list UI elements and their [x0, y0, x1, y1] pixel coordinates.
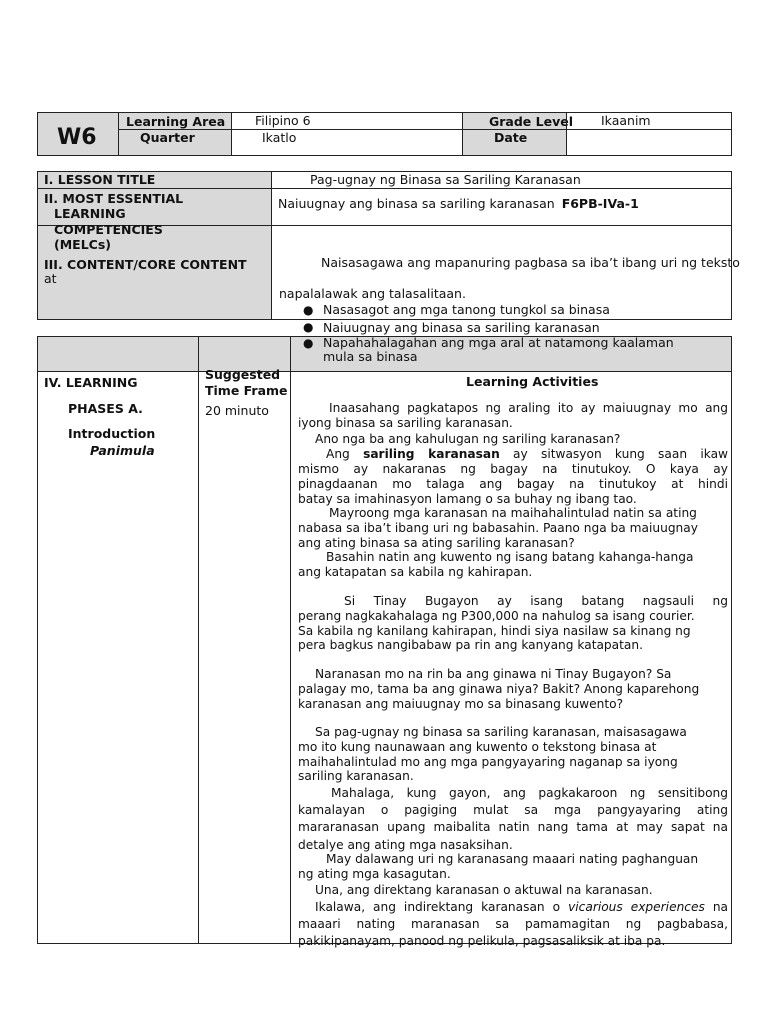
- content-bullet-2: Naiuugnay ang binasa sa sariling karanasan: [323, 320, 600, 335]
- content-bullet-1: Nasasagot ang mga tanong tungkol sa binasa: [323, 302, 610, 317]
- bullet-dot-2: ●: [303, 320, 314, 334]
- activity-line-23: sariling karanasan.: [298, 769, 414, 783]
- activity-line-1: [298, 401, 728, 416]
- phases-label-line4: Panimula: [90, 443, 155, 458]
- phases-label-line1: IV. LEARNING: [44, 375, 138, 390]
- activity-line-22: maihahalintulad mo ang mga pangyayaring naganap sa iyong: [298, 755, 678, 769]
- activity-line-8: Mayroong mga karanasan na maihahalintulad natin sa ating: [329, 506, 697, 520]
- activity-line-17: Naranasan mo na rin ba ang ginawa ni Tinay Bugayon? Sa: [315, 667, 672, 681]
- activity-line-32: maaari nating maranasan sa pamamagitan ng pagbabasa,: [298, 917, 728, 931]
- content-label: III. CONTENT/CORE CONTENT: [44, 257, 247, 272]
- activity-line-26: mararanasan upang maibalita natin nang tama at may sapat na: [298, 820, 728, 834]
- activity-line-25: kamalayan o pagiging mulat sa mga pangyayaring ating: [298, 803, 728, 817]
- timeframe-header-line1: Suggested: [205, 367, 281, 382]
- melc-label-line1: II. MOST ESSENTIAL: [44, 191, 184, 206]
- lesson-title-value: Pag-ugnay ng Binasa sa Sariling Karanasan: [310, 172, 581, 187]
- activity-line-2: iyong binasa sa sariling karanasan.: [298, 416, 513, 430]
- activity-line-20: Sa pag-ugnay ng binasa sa sariling karanasan, maisasagawa: [315, 725, 687, 739]
- activity-line-29: ng ating mga kasagutan.: [298, 867, 451, 881]
- content-bullet-3-cont: mula sa binasa: [323, 349, 418, 364]
- activity-line-21: mo ito kung naunawaan ang kuwento o tekstong binasa at: [298, 740, 657, 754]
- phases-body-mid: [198, 371, 291, 944]
- activity-text-1: Inaasahang pagkatapos ng araling ito ay maiuugnay mo ang: [329, 401, 728, 415]
- p3-bold: sariling karanasan: [363, 447, 500, 461]
- activity-line-15: Sa kabila ng kanilang kahirapan, hindi siya nasilaw sa kinang ng: [298, 624, 691, 638]
- activity-line-14: perang nagkakahalaga ng P300,000 na nahulog sa isang courier.: [298, 609, 695, 623]
- timeframe-value: 20 minuto: [205, 403, 269, 418]
- activity-line-13: Si Tinay Bugayon ay isang batang nagsauli ng: [344, 594, 728, 608]
- p12-post: na: [712, 900, 729, 914]
- date-value-cell: [566, 129, 732, 156]
- phases-label-line3: Introduction: [68, 426, 156, 441]
- activity-line-3: Ano nga ba ang kahulugan ng sariling karanasan?: [315, 432, 621, 446]
- grade-level-value: Ikaanim: [601, 113, 651, 128]
- activities-header: Learning Activities: [466, 374, 599, 389]
- activity-line-12: ang katapatan sa kabila ng kahirapan.: [298, 565, 533, 579]
- quarter-value: Ikatlo: [262, 130, 297, 145]
- activity-line-4: [298, 447, 728, 462]
- activity-line-5: mismo ay nakaranas ng bagay na tinutukoy. O kaya ay: [298, 462, 728, 476]
- learning-area-label: Learning Area: [126, 114, 226, 129]
- phases-header-left: [37, 336, 199, 372]
- activity-line-33: pakikipanayam, panood ng pelikula, pagsasaliksik at iba pa.: [298, 934, 666, 948]
- bullet-dot-3: ●: [303, 336, 314, 350]
- melc-value: [278, 197, 639, 211]
- content-line1: Naisasagawa ang mapanuring pagbasa sa iba’t ibang uri ng teksto: [321, 255, 740, 270]
- week-label: W6: [57, 125, 97, 150]
- activity-line-16: pera bagkus nangibabaw pa rin ang kanyang katapatan.: [298, 638, 643, 652]
- content-bullet-3: Napahahalagahan ang mga aral at natamong kaalaman: [323, 335, 674, 350]
- activity-line-30: Una, ang direktang karanasan o aktuwal na karanasan.: [315, 883, 653, 897]
- activity-line-11: Basahin natin ang kuwento ng isang batang kahanga-hanga: [326, 550, 694, 564]
- timeframe-header-line2: Time Frame: [205, 383, 288, 398]
- activity-line-10: ang ating binasa sa ating sariling karanasan?: [298, 536, 575, 550]
- content-label-cont: at: [44, 271, 57, 286]
- lesson-title-label: I. LESSON TITLE: [44, 172, 156, 187]
- bullet-dot-1: ●: [303, 303, 314, 317]
- activity-line-9: nabasa sa iba’t ibang uri ng babasahin. Paano nga ba maiuugnay: [298, 521, 698, 535]
- melc-value-text: Naiuugnay ang binasa sa sariling karanasan: [278, 196, 555, 211]
- melc-label-line4: (MELCs): [54, 237, 111, 252]
- activity-line-31: [298, 900, 728, 915]
- learning-area-value: Filipino 6: [255, 113, 311, 128]
- activity-line-6: pinagdaanan mo talaga ang bagay na tinutukoy at hindi: [298, 477, 728, 491]
- activity-line-7: batay sa imahinasyon lamang o sa buhay ng ibang tao.: [298, 492, 637, 506]
- melc-label-line2: LEARNING: [54, 206, 126, 221]
- p12-pre: Ikalawa, ang indirektang karanasan o: [315, 900, 561, 914]
- melc-code: F6PB-IVa-1: [561, 196, 639, 211]
- quarter-label: Quarter: [140, 130, 195, 145]
- p12-italic: vicarious experiences: [568, 900, 705, 914]
- grade-level-label: Grade Level: [489, 114, 573, 129]
- p3-pre: Ang: [326, 447, 350, 461]
- phases-label-line2: PHASES A.: [68, 401, 143, 416]
- date-label: Date: [494, 130, 528, 145]
- activity-line-18: palagay mo, tama ba ang ginawa niya? Bakit? Anong kaparehong: [298, 682, 700, 696]
- activity-line-27: detalye ang ating mga nasaksihan.: [298, 838, 513, 852]
- activity-line-24: Mahalaga, kung gayon, ang pagkakaroon ng sensitibong: [331, 786, 728, 800]
- melc-label-line3: COMPETENCIES: [54, 222, 163, 237]
- activity-line-19: karanasan ang maiuugnay mo sa binasang kuwento?: [298, 697, 624, 711]
- lesson-divider-1: [37, 188, 732, 189]
- content-line2: napalalawak ang talasalitaan.: [279, 286, 466, 301]
- activity-line-28: May dalawang uri ng karanasang maaari nating paghanguan: [326, 852, 699, 866]
- p3-post: ay sitwasyon kung saan ikaw: [513, 447, 728, 461]
